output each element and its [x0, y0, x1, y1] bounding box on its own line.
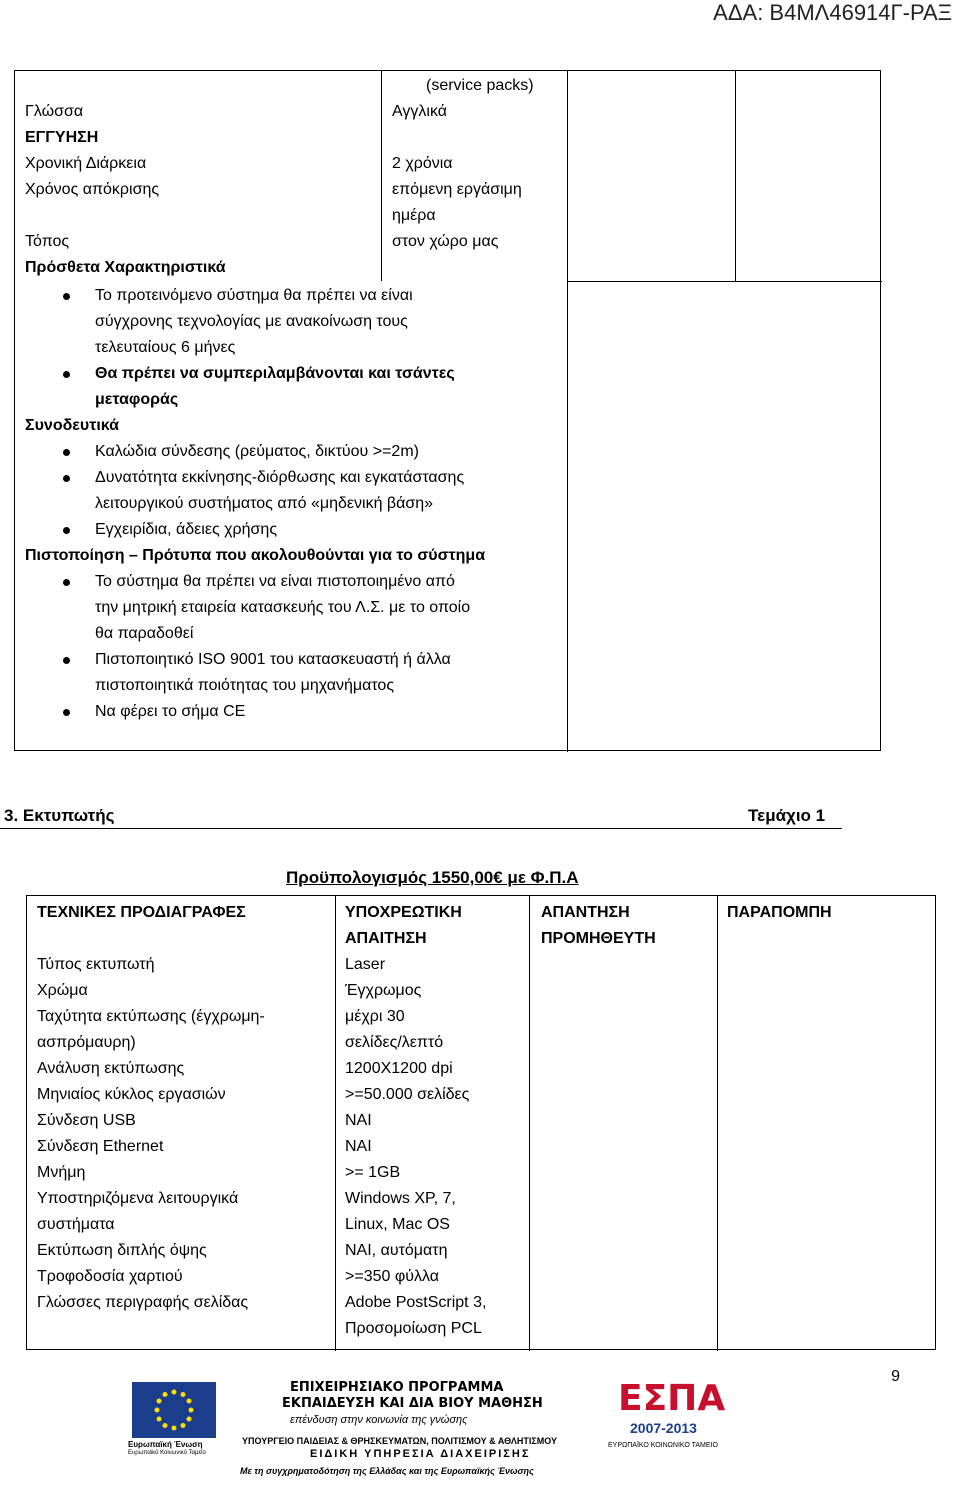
section-3-title: 3. Εκτυπωτής — [4, 806, 115, 825]
row-divider — [567, 281, 882, 282]
spec-cell: Υποστηριζόμενα λειτουργικά — [37, 1190, 239, 1207]
spec-value: 2 χρόνια — [392, 155, 453, 172]
extra-item-bold: μεταφοράς — [95, 391, 179, 408]
spec-cell: Μνήμη — [37, 1164, 86, 1181]
bullet-icon — [63, 371, 70, 378]
agency-label: ΕΙΔΙΚΗ ΥΠΗΡΕΣΙΑ ΔΙΑΧΕΙΡΙΣΗΣ — [310, 1448, 531, 1460]
req-cell: σελίδες/λεπτό — [345, 1034, 444, 1051]
extra-item-text: σύγχρονης τεχνολογίας με ανακοίνωση τους — [95, 313, 408, 330]
spec-value: επόμενη εργάσιμη — [392, 181, 522, 198]
service-packs-text: (service packs) — [426, 77, 534, 94]
header-reference: ΠΑΡΑΠΟΜΠΗ — [727, 904, 832, 921]
espa-subtitle: ΕΥΡΩΠΑΪΚΟ ΚΟΙΝΩΝΙΚΟ ΤΑΜΕΙΟ — [608, 1442, 718, 1449]
bullet-icon — [63, 527, 70, 534]
certification-text: πιστοποιητικά ποιότητας του μηχανήματος — [95, 677, 395, 694]
spec-label: Τόπος — [25, 233, 70, 250]
spec-cell: Γλώσσες περιγραφής σελίδας — [37, 1294, 249, 1311]
spec-cell: Τροφοδοσία χαρτιού — [37, 1268, 183, 1285]
header-supplier-answer: ΑΠΑΝΤΗΣΗ — [541, 904, 630, 921]
req-cell: Έγχρωμος — [345, 982, 422, 999]
bullet-icon — [63, 475, 70, 482]
warranty-heading: ΕΓΓΥΗΣΗ — [25, 129, 99, 146]
spec-label: Χρονική Διάρκεια — [25, 155, 147, 172]
certification-text: θα παραδοθεί — [95, 625, 194, 642]
bullet-icon — [63, 657, 70, 664]
col-divider — [717, 896, 718, 1351]
section-3-underline — [0, 806, 842, 829]
header-required: ΥΠΟΧΡΕΩΤΙΚΗ — [345, 904, 462, 921]
page-number: 9 — [891, 1368, 900, 1385]
spec-value: Αγγλικά — [392, 103, 447, 120]
section-3-quantity: Τεμάχιο 1 — [748, 806, 826, 825]
extra-item-text: τελευταίους 6 μήνες — [95, 339, 236, 356]
spec-cell: συστήματα — [37, 1216, 115, 1233]
col-divider — [567, 71, 568, 752]
req-cell: Adobe PostScript 3, — [345, 1294, 487, 1311]
eu-label: Ευρωπαϊκή Ένωση — [128, 1440, 203, 1449]
printer-spec-table — [26, 895, 936, 1350]
programme-slogan: επένδυση στην κοινωνία της γνώσης — [290, 1414, 468, 1426]
spec-cell: Ταχύτητα εκτύπωσης (έγχρωμη- — [37, 1008, 265, 1025]
spec-value: στον χώρο μας — [392, 233, 499, 250]
req-cell: Windows XP, 7, — [345, 1190, 456, 1207]
bullet-icon — [63, 293, 70, 300]
header-supplier-answer: ΠΡΟΜΗΘΕΥΤΗ — [541, 930, 656, 947]
eu-fund-label: Ευρωπαϊκό Κοινωνικό Ταμείο — [128, 1450, 206, 1456]
ministry-label: ΥΠΟΥΡΓΕΙΟ ΠΑΙΔΕΙΑΣ & ΘΡΗΣΚΕΥΜΑΤΩΝ, ΠΟΛΙΤΙΣΜΟΥ & ΑΘΛΗΤΙΣΜΟΥ — [242, 1436, 557, 1446]
accessory-text: Καλώδια σύνδεσης (ρεύματος, δικτύου >=2m) — [95, 443, 419, 460]
bullet-icon — [63, 579, 70, 586]
programme-subtitle: ΕΚΠΑΙΔΕΥΣΗ ΚΑΙ ΔΙΑ ΒΙΟΥ ΜΑΘΗΣΗ — [282, 1396, 543, 1411]
accessory-text: Εγχειρίδια, άδειες χρήσης — [95, 521, 278, 538]
certification-text: Το σύστημα θα πρέπει να είναι πιστοποιημένο από — [95, 573, 455, 590]
espa-years: 2007-2013 — [630, 1420, 697, 1436]
spec-cell: Σύνδεση Ethernet — [37, 1138, 164, 1155]
col-divider — [529, 896, 530, 1351]
extra-item-text: Το προτεινόμενο σύστημα θα πρέπει να είναι — [95, 287, 413, 304]
req-cell: Προσομοίωση PCL — [345, 1320, 482, 1337]
req-cell: >= 1GB — [345, 1164, 401, 1181]
espa-logo: ΕΣΠΑ — [618, 1378, 726, 1419]
req-cell: Linux, Mac OS — [345, 1216, 450, 1233]
col-divider — [335, 896, 336, 1351]
footer-logos — [120, 1378, 820, 1483]
spec-cell: Τύπος εκτυπωτή — [37, 956, 155, 973]
req-cell: μέχρι 30 — [345, 1008, 405, 1025]
bullet-icon — [63, 449, 70, 456]
budget-text: Προϋπολογισμός 1550,00€ με Φ.Π.Α — [286, 868, 579, 887]
bullet-icon — [63, 709, 70, 716]
certification-heading: Πιστοποίηση – Πρότυπα που ακολουθούνται για το σύστημα — [25, 547, 486, 564]
spec-table-continued — [14, 70, 881, 751]
req-cell: 1200X1200 dpi — [345, 1060, 453, 1077]
col-divider — [381, 71, 382, 281]
spec-label: Γλώσσα — [25, 103, 84, 120]
eu-flag-icon — [132, 1382, 216, 1438]
spec-cell: Εκτύπωση διπλής όψης — [37, 1242, 207, 1259]
extra-item-bold: Θα πρέπει να συμπεριλαμβάνονται και τσάντες — [95, 365, 455, 382]
req-cell: ΝΑΙ — [345, 1138, 372, 1155]
accessory-text: Δυνατότητα εκκίνησης-διόρθωσης και εγκατάστασης — [95, 469, 465, 486]
spec-cell: Χρώμα — [37, 982, 88, 999]
req-cell: Laser — [345, 956, 386, 973]
spec-cell: Μηνιαίος κύκλος εργασιών — [37, 1086, 226, 1103]
col-divider — [735, 71, 736, 281]
accessory-text: λειτουργικού συστήματος από «μηδενική βάση» — [95, 495, 434, 512]
spec-label: Χρόνος απόκρισης — [25, 181, 160, 198]
req-cell: ΝΑΙ, αυτόματη — [345, 1242, 448, 1259]
extra-features-heading: Πρόσθετα Χαρακτηριστικά — [25, 259, 226, 276]
certification-text: την μητρική εταιρεία κατασκευής του Λ.Σ. με το οποίο — [95, 599, 471, 616]
req-cell: >=350 φύλλα — [345, 1268, 439, 1285]
certification-text: Πιστοποιητικό ISO 9001 του κατασκευαστή ή άλλα — [95, 651, 451, 668]
accessories-heading: Συνοδευτικά — [25, 417, 120, 434]
req-cell: ΝΑΙ — [345, 1112, 372, 1129]
programme-title: ΕΠΙΧΕΙΡΗΣΙΑΚΟ ΠΡΟΓΡΑΜΜΑ — [290, 1380, 504, 1395]
spec-cell: Σύνδεση USB — [37, 1112, 136, 1129]
spec-value: ημέρα — [392, 207, 436, 224]
spec-cell: Ανάλυση εκτύπωσης — [37, 1060, 185, 1077]
cofunding-label: Με τη συγχρηματοδότηση της Ελλάδας και της Ευρωπαϊκής Ένωσης — [240, 1466, 534, 1476]
header-specs: ΤΕΧΝΙΚΕΣ ΠΡΟΔΙΑΓΡΑΦΕΣ — [37, 904, 246, 921]
header-required: ΑΠΑΙΤΗΣΗ — [345, 930, 427, 947]
ada-header: ΑΔΑ: Β4ΜΛ46914Γ-ΡΑΞ — [713, 0, 952, 25]
certification-text: Να φέρει το σήμα CE — [95, 703, 246, 720]
req-cell: >=50.000 σελίδες — [345, 1086, 470, 1103]
spec-cell: ασπρόμαυρη) — [37, 1034, 136, 1051]
